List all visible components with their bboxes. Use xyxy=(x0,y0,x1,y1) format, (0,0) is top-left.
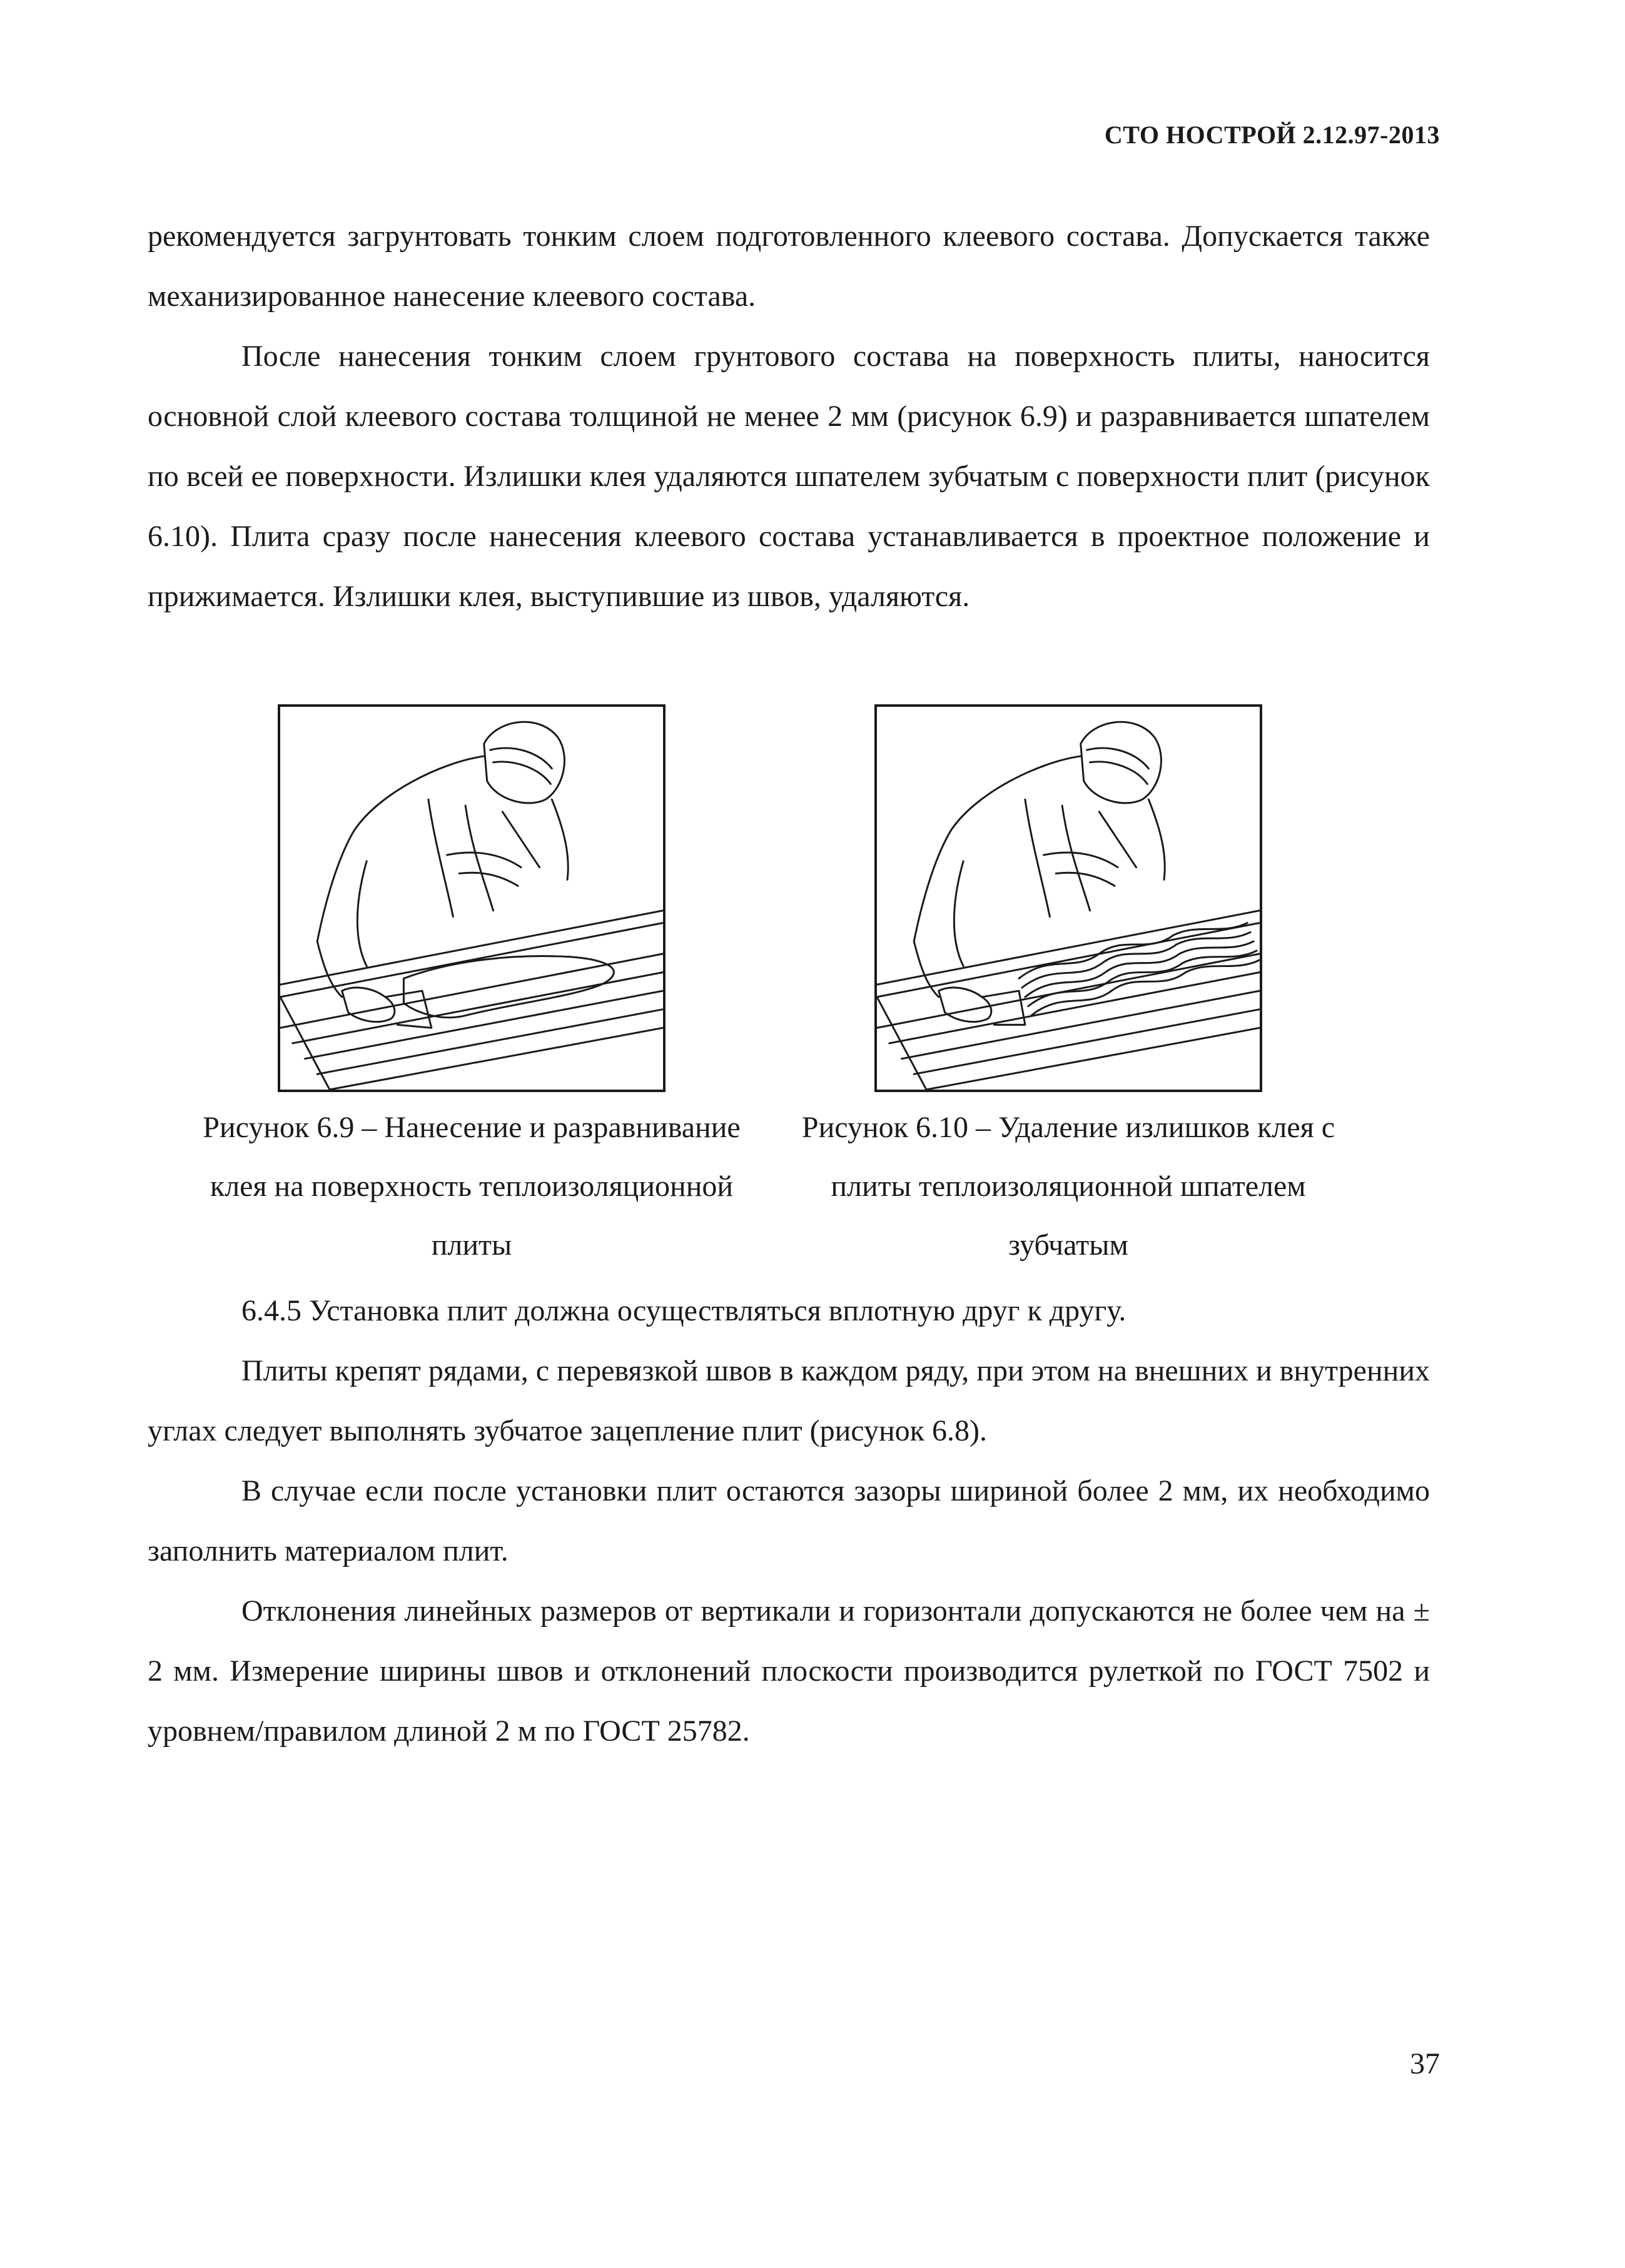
page-number: 37 xyxy=(1410,2047,1440,2080)
figure-6-10-caption: Рисунок 6.10 – Удаление излишков клея с плиты теплоизоляционной шпателем зубчатым xyxy=(801,1111,1335,1262)
figure-6-9-illustration xyxy=(278,704,666,1092)
figure-6-9-caption: Рисунок 6.9 – Нанесение и разравнивание клея на поверхность теплоизоляционной плиты xyxy=(203,1111,741,1262)
worker-spreading-glue-drawing xyxy=(280,707,663,1090)
paragraph-4: Плиты крепят рядами, с перевязкой швов в каждом ряду, при этом на внешних и внутренних углах следует выполнять зубчатое зацепление плит (рисунок 6.8). xyxy=(148,1354,1430,1447)
document-code-header: СТО НОСТРОЙ 2.12.97-2013 xyxy=(1104,121,1440,149)
worker-notched-trowel-drawing xyxy=(877,707,1260,1090)
figure-6-10-illustration xyxy=(874,704,1262,1092)
paragraph-1: рекомендуется загрунтовать тонким слоем подготовленного клеевого состава. Допускается также механизированное нанесение клеевого состава. xyxy=(148,220,1430,313)
paragraph-5: В случае если после установки плит остаются зазоры шириной более 2 мм, их необходимо заполнить материалом плит. xyxy=(148,1474,1430,1567)
paragraph-6-4-5: 6.4.5 Установка плит должна осуществляться вплотную друг к другу. xyxy=(241,1294,1126,1327)
paragraph-6: Отклонения линейных размеров от вертикали и горизонтали допускаются не более чем на ± 2 мм. Измерение ширины швов и отклонений плоскости производится рулеткой по ГОСТ 7502 и уровнем/правилом длиной 2 м по ГОСТ 25782. xyxy=(148,1594,1430,1748)
paragraph-2: После нанесения тонким слоем грунтового состава на поверхность плиты, наносится основной слой клеевого состава толщиной не менее 2 мм (рисунок 6.9) и разравнивается шпателем по всей ее поверхности. Излишки клея удаляются шпателем зубчатым с поверхности плит (рисунок 6.10). Плита сразу после нанесения клеевого состава устанавливается в проектное положение и прижимается. Излишки клея, выступившие из швов, удаляются. xyxy=(148,340,1430,613)
